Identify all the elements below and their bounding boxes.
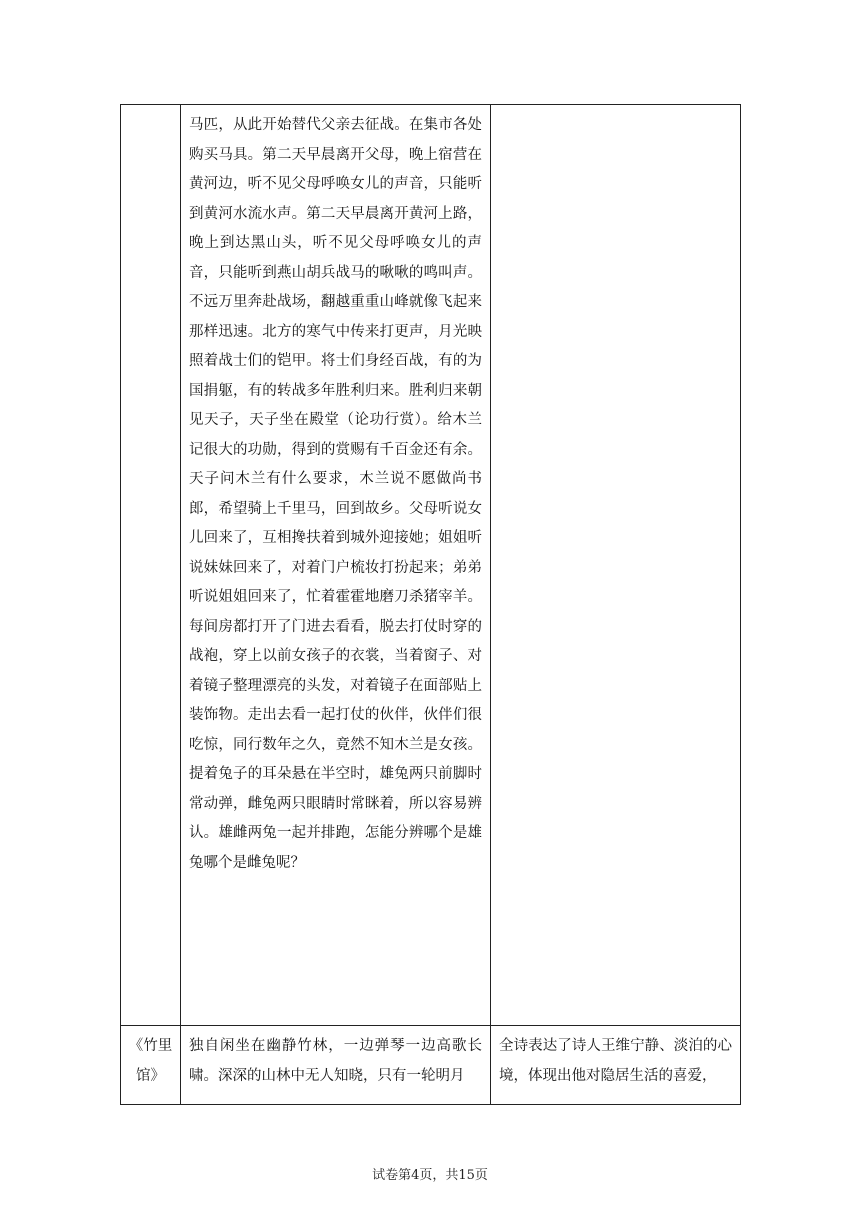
poem-title: 《竹里馆》: [128, 1038, 173, 1084]
table-row: [121, 105, 741, 1026]
translation-text: 马匹，从此开始替代父亲去征战。在集市各处购买马具。第二天早晨离开父母，晚上宿营在黄河边，听不见父母呼唤女儿的声音，只能听到黄河水流水声。第二天早晨离开黄河上路，晚上到达黑山头，听不见父母呼唤女儿的声音，只能听到燕山胡兵战马的啾啾的鸣叫声。不远万里奔赴战场，翻越重重山峰就像飞起来那样迅速。北方的寒气中传来打更声，月光映照着战士们的铠甲。将士们身经百战，有的为国捐躯，有的转战多年胜利归来。胜利归来朝见天子，天子坐在殿堂（论功行赏）。给木兰记很大的功勋，得到的赏赐有千百金还有余。天子问木兰有什么要求，木兰说不愿做尚书郎，希望骑上千里马，回到故乡。父母听说女儿回来了，互相搀扶着到城外迎接她；姐姐听说妹妹回来了，对着门户梳妆打扮起来；弟弟听说姐姐回来了，忙着霍霍地磨刀杀猪宰羊。每间房都打开了门进去看看，脱去打仗时穿的战袍，穿上以前女孩子的衣裳，当着窗子、对着镜子整理漂亮的头发，对着镜子在面部贴上装饰物。走出去看一起打仗的伙伴，伙伴们很吃惊，同行数年之久，竟然不知木兰是女孩。提着兔子的耳朵悬在半空时，雄兔两只前脚时常动弹，雌兔两只眼睛时常眯着，所以容易辨认。雄雌两兔一起并排跑，怎能分辨哪个是雄兔哪个是雌兔呢？: [189, 117, 482, 871]
translation-text: 独自闲坐在幽静竹林，一边弹琴一边高歌长啸。深深的山林中无人知晓，只有一轮明月: [189, 1038, 482, 1084]
poem-title: [121, 105, 180, 117]
page-footer: 试卷第4页，共15页: [372, 1168, 488, 1183]
theme-text: 全诗表达了诗人王维宁静、淡泊的心境，体现出他对隐居生活的喜爱，: [499, 1038, 732, 1084]
translation-cell: [181, 105, 491, 1026]
translation-cell: [181, 1026, 491, 1105]
table-row: [121, 1026, 741, 1105]
theme-cell: [491, 1026, 741, 1105]
theme-cell: [491, 105, 741, 1026]
title-cell: [121, 1026, 181, 1105]
content-table: [120, 104, 741, 1105]
theme-text: [491, 105, 740, 117]
title-cell: [121, 105, 181, 1026]
